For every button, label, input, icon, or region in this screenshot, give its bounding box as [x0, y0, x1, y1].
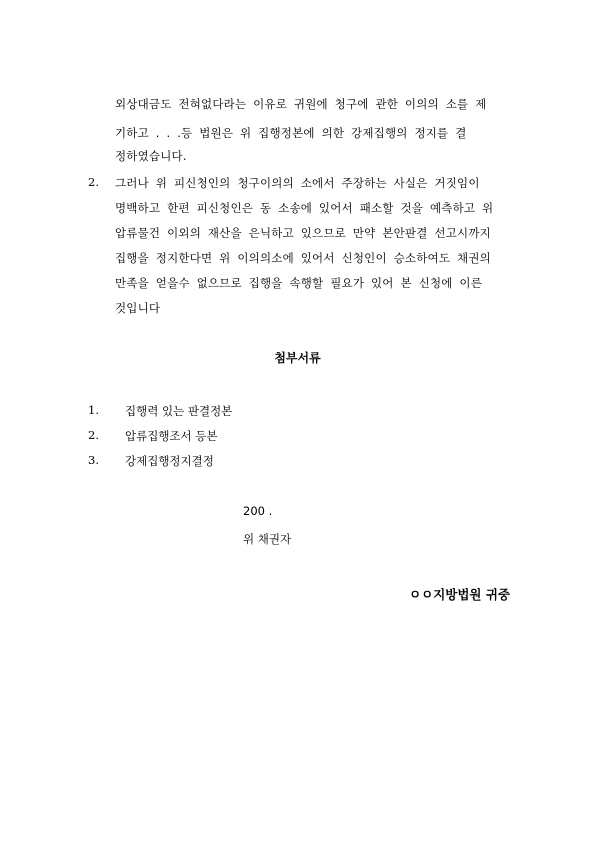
paragraph-1-line-2: 기하고 . . .등 법원은 위 집행정본에 의한 강제집행의 정지를 결	[115, 126, 467, 140]
document-date: 200 .	[243, 504, 273, 518]
attachment-2-text: 압류집행조서 등본	[125, 429, 218, 443]
paragraph-2-line-6: 것입니다	[115, 301, 161, 315]
paragraph-2-line-5: 만족을 얻을수 없으므로 집행을 속행할 필요가 있어 본 신청에 이른	[115, 276, 483, 290]
paragraph-2-line-4: 집행을 정지한다면 위 이의의소에 있어서 신청인이 승소하여도 채권의	[115, 251, 491, 265]
paragraph-1-line-1: 외상대금도 전혀없다라는 이유로 귀원에 청구에 관한 이의의 소를 제	[115, 97, 487, 111]
attachment-2-number: 2.	[88, 428, 99, 442]
paragraph-1-line-3: 정하였습니다.	[115, 149, 187, 163]
court-addressee: ㅇㅇ지방법원 귀중	[409, 587, 510, 602]
creditor-label: 위 채권자	[243, 532, 292, 546]
attachment-1-number: 1.	[88, 403, 99, 417]
attachment-3-text: 강제집행정지결정	[125, 454, 214, 468]
paragraph-2-line-2: 명백하고 한편 피신청인은 동 소송에 있어서 패소할 것을 예측하고 위	[115, 201, 494, 215]
attachment-1-text: 집행력 있는 판결정본	[125, 404, 233, 418]
paragraph-2-line-3: 압류물건 이외의 재산을 은닉하고 있으므로 만약 본안판결 선고시까지	[115, 226, 491, 240]
attachments-title: 첨부서류	[274, 351, 321, 365]
item-2-number: 2.	[88, 175, 99, 189]
paragraph-2-line-1: 그러나 위 피신청인의 청구이의의 소에서 주장하는 사실은 거짓임이	[115, 176, 480, 190]
attachment-3-number: 3.	[88, 453, 99, 467]
